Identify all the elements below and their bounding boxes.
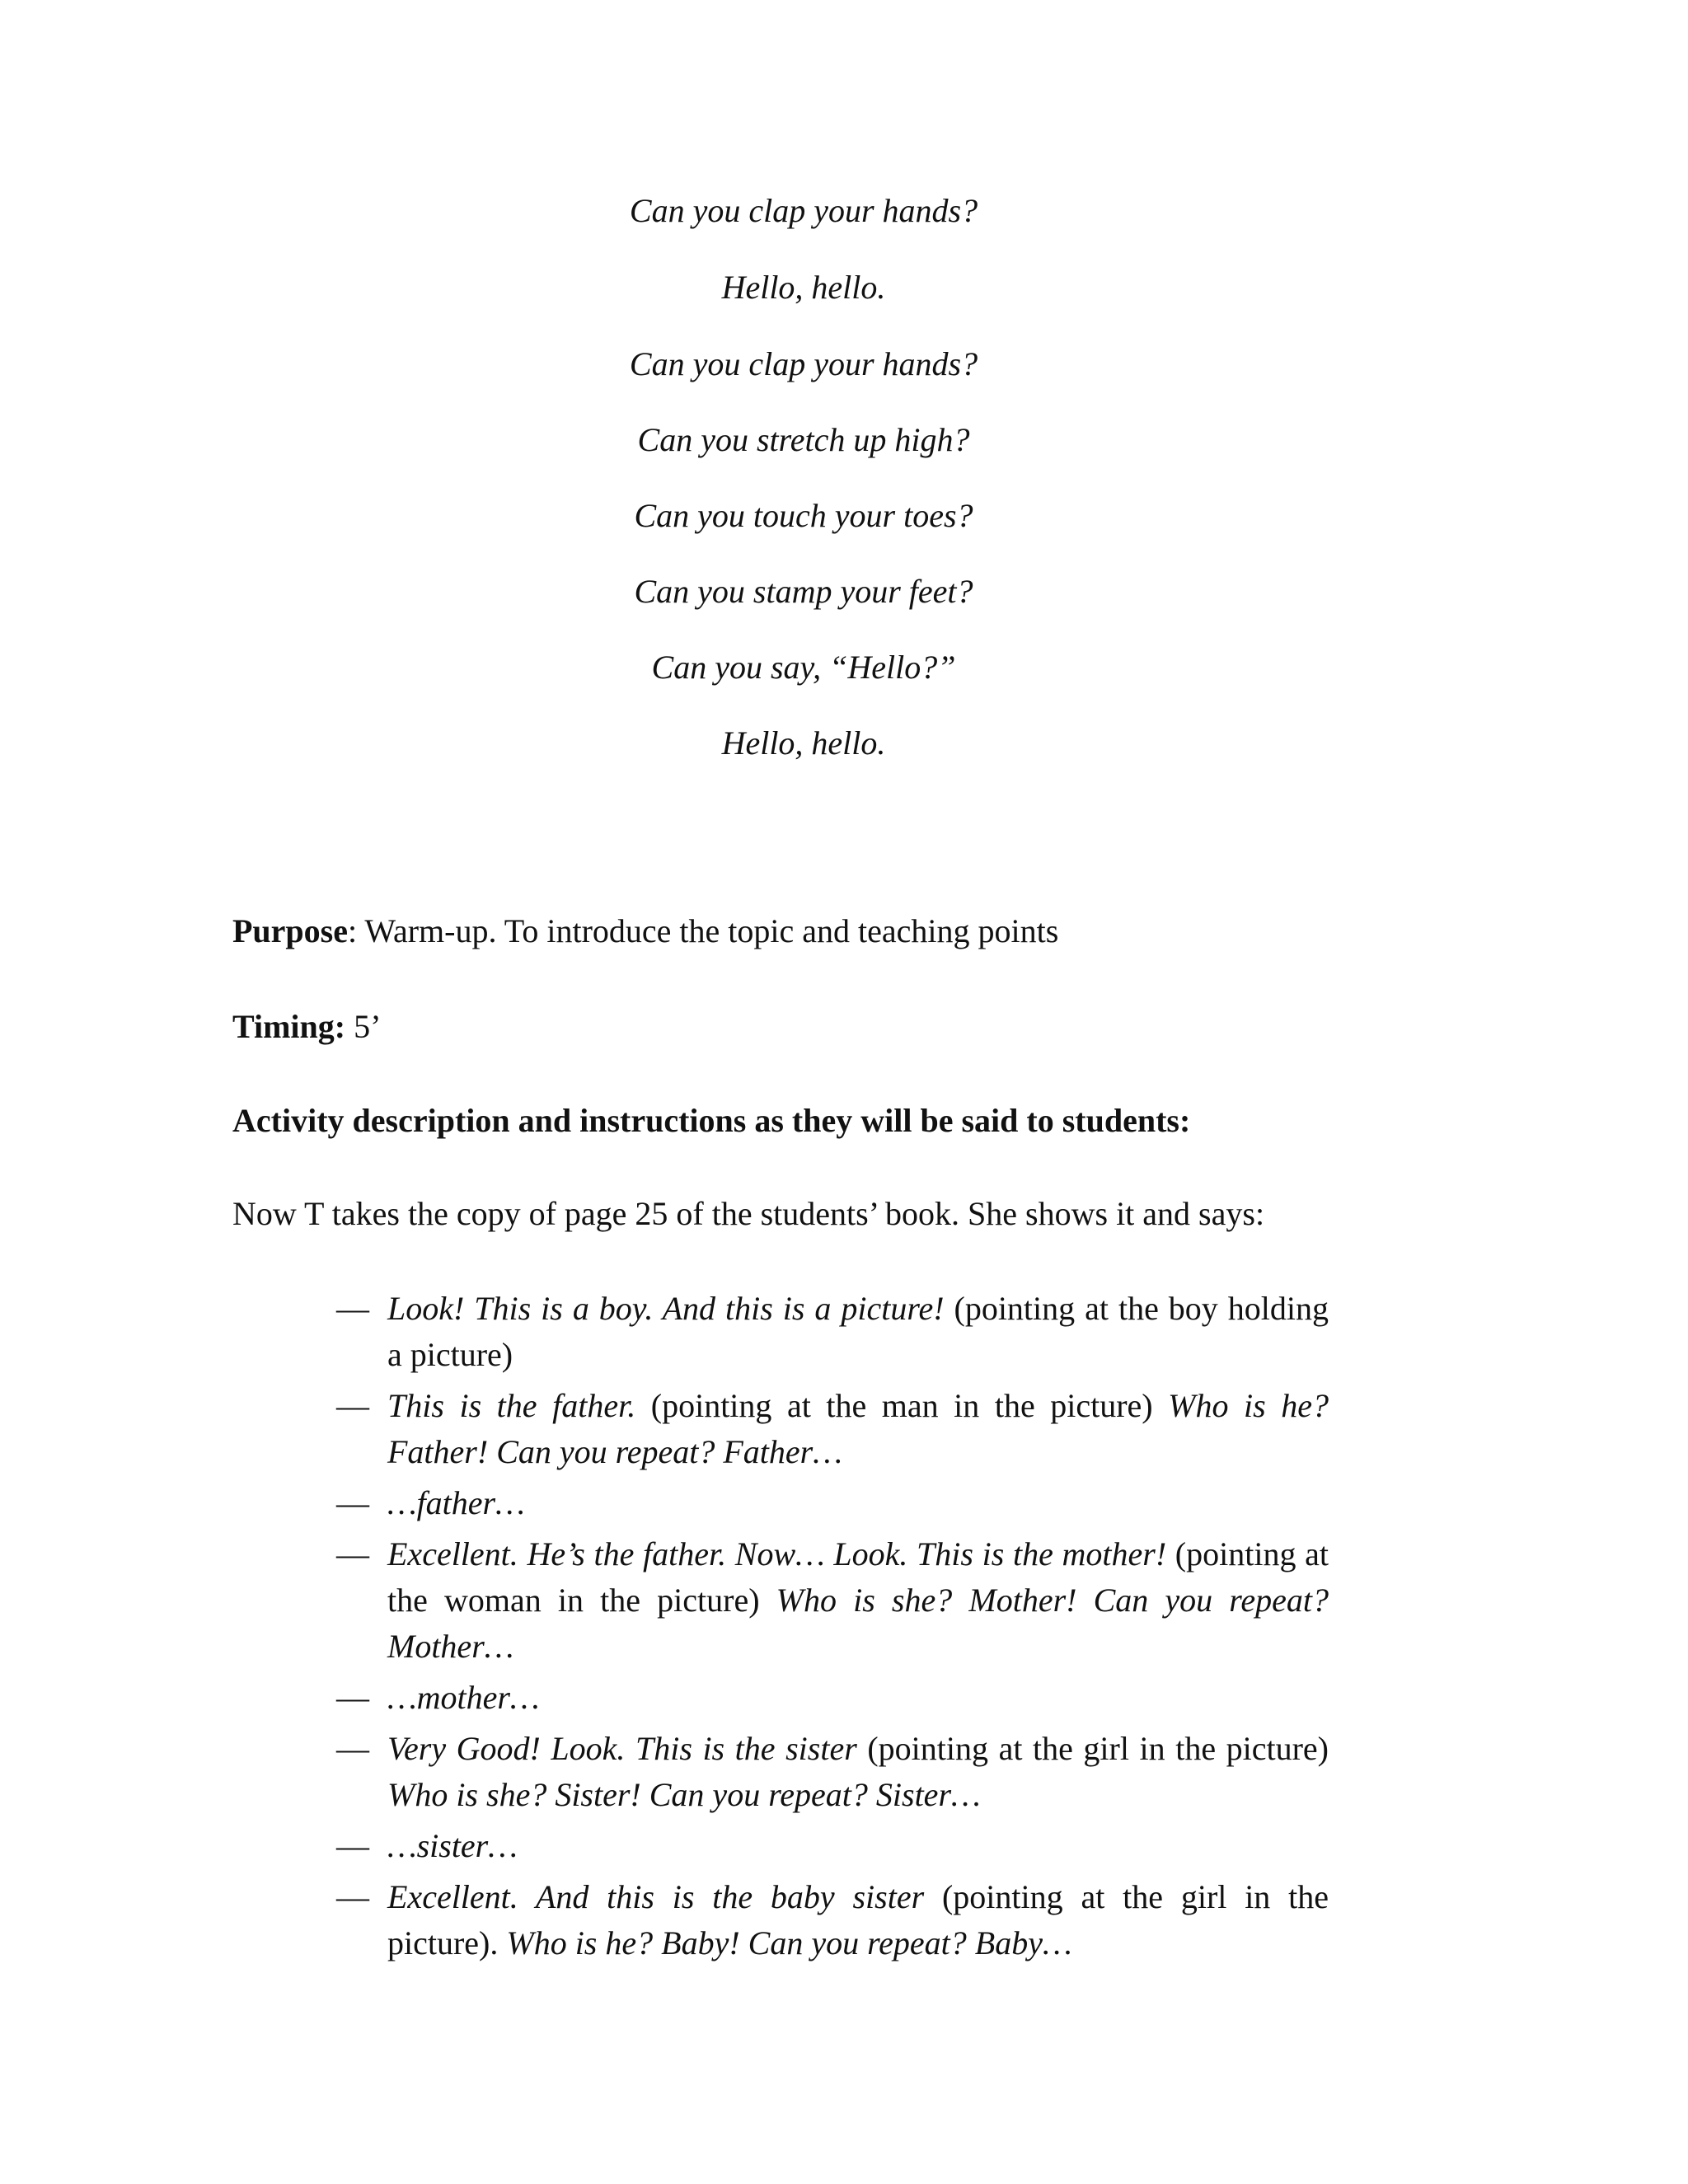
dialogue-speech: Excellent. He’s the father. Now… Look. This is the mother! (387, 1535, 1167, 1572)
purpose-text: Warm-up. To introduce the topic and teaching points (364, 912, 1059, 949)
song-line: Can you clap your hands? (629, 192, 978, 229)
dialogue-stage-direction: (pointing at the girl in the picture). (387, 1878, 1329, 1961)
dialogue-speech: …father… (387, 1484, 525, 1521)
dialogue-item (336, 1286, 1329, 1378)
purpose-label: Purpose (232, 912, 348, 949)
dialogue-speech: Who is he? Father! Can you repeat? Father… (387, 1387, 1329, 1470)
dialogue-speech: Very Good! Look. This is the sister (387, 1730, 857, 1767)
dash-bullet: — (336, 1878, 369, 1915)
timing-line (232, 1005, 381, 1048)
dialogue-stage-direction: (pointing at the boy holding a picture) (387, 1290, 1329, 1373)
dialogue-item (336, 1675, 1329, 1721)
dialogue-speech: Look! This is a boy. And this is a picture! (387, 1290, 945, 1327)
dash-bullet: — (336, 1484, 369, 1521)
dash-bullet: — (336, 1290, 369, 1327)
dialogue-stage-direction: (pointing at the man in the picture) (635, 1387, 1169, 1424)
dialogue-list (336, 1286, 1329, 1966)
timing-text: 5’ (345, 1008, 382, 1045)
dash-bullet: — (336, 1387, 369, 1424)
dialogue-item (336, 1823, 1329, 1869)
song-line: Can you clap your hands? (629, 345, 978, 382)
dialogue-speech: Excellent. And this is the baby sister (387, 1878, 925, 1915)
dialogue-item (336, 1726, 1329, 1818)
song-line: Hello, hello. (721, 724, 886, 762)
purpose-separator: : (348, 912, 365, 949)
dialogue-speech: …sister… (387, 1827, 518, 1864)
song-line: Hello, hello. (721, 269, 886, 306)
intro-paragraph: Now T takes the copy of page 25 of the students’ book. She shows it and says: (232, 1195, 1265, 1232)
song-line: Can you touch your toes? (634, 497, 973, 534)
dash-bullet: — (336, 1679, 369, 1716)
song-line: Can you stamp your feet? (634, 573, 973, 610)
dash-bullet: — (336, 1827, 369, 1864)
dialogue-item (336, 1874, 1329, 1966)
dash-bullet: — (336, 1535, 369, 1572)
dialogue-stage-direction: (pointing at the woman in the picture) (387, 1535, 1329, 1619)
purpose-line (232, 910, 1058, 953)
dialogue-speech: Who is he? Baby! Can you repeat? Baby… (506, 1924, 1072, 1961)
dialogue-item (336, 1531, 1329, 1670)
dialogue-speech: Who is she? Sister! Can you repeat? Sister… (387, 1776, 981, 1813)
dialogue-speech: This is the father. (387, 1387, 636, 1424)
song-line: Can you say, “Hello?” (651, 649, 956, 686)
dialogue-item (336, 1383, 1329, 1475)
dialogue-speech: …mother… (387, 1679, 540, 1716)
dialogue-stage-direction: (pointing at the girl in the picture) (856, 1730, 1329, 1767)
dialogue-speech: Who is she? Mother! Can you repeat? Mother… (387, 1582, 1329, 1665)
dash-bullet: — (336, 1730, 369, 1767)
timing-label: Timing: (232, 1008, 346, 1045)
activity-heading: Activity description and instructions as they will be said to students: (232, 1102, 1191, 1139)
song-line: Can you stretch up high? (637, 421, 970, 458)
dialogue-item (336, 1480, 1329, 1526)
